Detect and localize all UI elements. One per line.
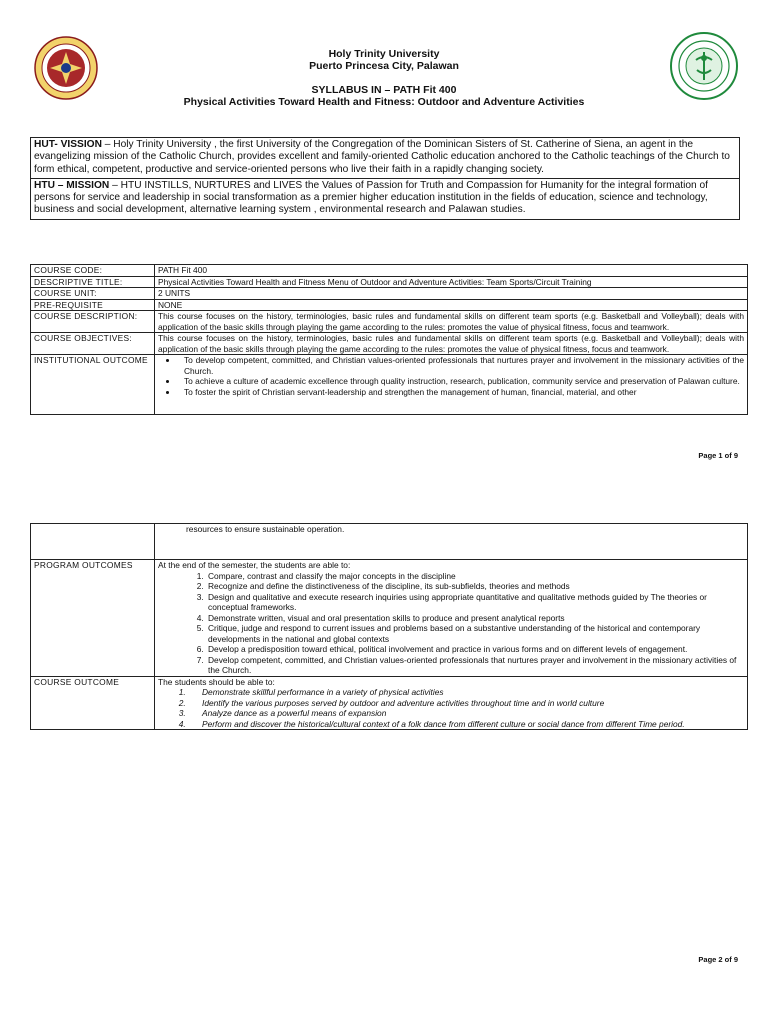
descriptive-title-label: DESCRIPTIVE TITLE: — [31, 276, 155, 288]
course-description-value: This course focuses on the history, terminologies, basic rules and fundamental skills on different team sports (e.g. Basketball and Volleyball); deals with application of the basic skills through playing the game according to the rules: promotes the value of physical fitness, focus and teamwork. — [155, 311, 748, 333]
list-item: 4. Demonstrate written, visual and oral presentation skills to produce and present analytical reports — [206, 613, 744, 624]
institutional-outcome-cell — [155, 355, 748, 415]
program-outcomes-list — [158, 571, 744, 676]
program-outcomes-intro: At the end of the semester, the students are able to: — [158, 560, 351, 570]
document-header — [120, 48, 648, 108]
table-row — [31, 299, 748, 311]
table-row — [31, 676, 748, 730]
course-outcome-intro: The students should be able to: — [158, 676, 275, 687]
institutional-outcome-continuation: resources to ensure sustainable operation. — [155, 524, 748, 560]
vision-text: – Holy Trinity University , the first University of the Congregation of the Dominican Sisters of St. Catherine of Siena, an agent in the evangelizing mission of the Catholic Church, provides excellent and family-oriented Catholic education anchored to the Catholic teachings of the Church to form ethical, competent, productive and service-oriented persons who live their faith in a rapidly changing society. — [34, 139, 730, 175]
program-outcomes-cell — [155, 560, 748, 677]
course-outcome-list — [158, 687, 744, 729]
outcomes-table — [30, 523, 748, 730]
list-item: 1. Demonstrate skillful performance in a variety of physical activities — [188, 687, 744, 698]
table-row — [31, 560, 748, 677]
prerequisite-value: NONE — [155, 299, 748, 311]
list-item: 2. Recognize and define the distinctiveness of the discipline, its sub-subfields, theories and methods — [206, 581, 744, 592]
syllabus-title: SYLLABUS IN – PATH Fit 400 — [311, 84, 457, 96]
institutional-outcome-label: INSTITUTIONAL OUTCOME — [31, 355, 155, 415]
table-row — [31, 524, 748, 560]
list-item: 3. Design and qualitative and execute research inquiries using appropriate quantitative and qualitative methods guided by The theories or conceptual frameworks. — [206, 592, 744, 613]
page-separator — [0, 470, 768, 484]
course-info-table — [30, 264, 748, 415]
course-objectives-value: This course focuses on the history, terminologies, basic rules and fundamental skills on different team sports (e.g. Basketball and Volleyball); deals with application of the basic skills through playing the game according to the rules: promotes the value of physical fitness, focus and teamwork. — [155, 333, 748, 355]
university-location: Puerto Princesa City, Palawan — [309, 60, 459, 72]
descriptive-title-value: Physical Activities Toward Health and Fitness Menu of Outdoor and Adventure Activities: Team Sports/Circuit Training — [155, 276, 748, 288]
mission-statement — [31, 178, 739, 219]
course-code-label: COURSE CODE: — [31, 265, 155, 277]
list-item: • To foster the spirit of Christian servant-leadership and strengthen the management of human, financial, material, and other — [178, 387, 744, 398]
institutional-outcome-list — [158, 355, 744, 397]
list-item: 5. Critique, judge and respond to current issues and problems based on a substantive understanding of the historical and contemporary developments in the national and global contexts — [206, 623, 744, 644]
table-row — [31, 333, 748, 355]
vision-statement — [31, 138, 739, 178]
mission-label: HTU – MISSION — [34, 179, 110, 191]
college-seal-logo — [670, 32, 738, 100]
list-item: 3. Analyze dance as a powerful means of expansion — [188, 708, 744, 719]
list-item: 1. Compare, contrast and classify the major concepts in the discipline — [206, 571, 744, 582]
course-outcome-cell — [155, 676, 748, 730]
table-row — [31, 276, 748, 288]
prerequisite-label: PRE-REQUISITE — [31, 299, 155, 311]
course-objectives-label: COURSE OBJECTIVES: — [31, 333, 155, 355]
holy-trinity-university-seal-logo — [34, 36, 98, 100]
page-1 — [0, 0, 768, 470]
page-number: Page 1 of 9 — [698, 451, 738, 460]
program-outcomes-label: PROGRAM OUTCOMES — [31, 560, 155, 677]
table-row — [31, 288, 748, 300]
list-item: 2. Identify the various purposes served by outdoor and adventure activities throughout time and in world culture — [188, 698, 744, 709]
table-row — [31, 265, 748, 277]
course-unit-value: 2 UNITS — [155, 288, 748, 300]
course-code-value: PATH Fit 400 — [155, 265, 748, 277]
table-row — [31, 355, 748, 415]
page-number: Page 2 of 9 — [698, 955, 738, 964]
list-item: • To develop competent, committed, and Christian values-oriented professionals that nurtures prayer and involvement in the missionary activities of the Church. — [178, 355, 744, 376]
university-name: Holy Trinity University — [328, 48, 440, 60]
course-description-label: COURSE DESCRIPTION: — [31, 311, 155, 333]
mission-text: – HTU INSTILLS, NURTURES and LIVES the Values of Passion for Truth and Compassion for Humanity for the integral formation of persons for service and leadership in social transformation as a premier higher education institution in the fields of education, science and technology, business and social development, alternative learning system , environmental research and Palawan studies. — [34, 179, 708, 216]
table-row — [31, 311, 748, 333]
vision-label: HUT- VISSION — [34, 139, 102, 150]
course-outcome-label: COURSE OUTCOME — [31, 676, 155, 730]
list-item: • To achieve a culture of academic excellence through quality instruction, research, publication, community service and preservation of Palawan culture. — [178, 376, 744, 387]
syllabus-subtitle: Physical Activities Toward Health and Fitness: Outdoor and Adventure Activities — [183, 96, 585, 108]
page-2 — [0, 484, 768, 1024]
course-unit-label: COURSE UNIT: — [31, 288, 155, 300]
vision-mission-box — [30, 137, 740, 220]
list-item: 7. Develop competent, committed, and Christian values-oriented professionals that nurtures prayer and involvement in the missionary activities of the Church. — [206, 655, 744, 676]
list-item: 6. Develop a predisposition toward ethical, political involvement and practice in various forms and on different levels of engagement. — [206, 644, 744, 655]
list-item: 4. Perform and discover the historical/cultural context of a folk dance from different culture or social dance from different Time period. — [188, 719, 744, 730]
